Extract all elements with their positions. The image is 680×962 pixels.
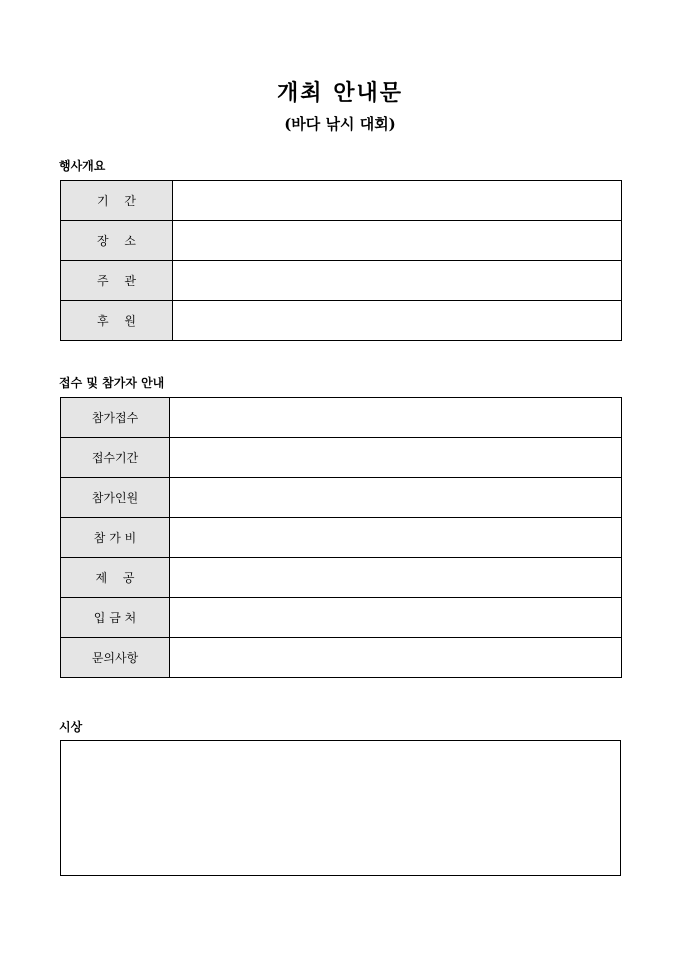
table-row bbox=[61, 301, 622, 341]
awards-heading: 시상 bbox=[59, 720, 83, 734]
table-row bbox=[61, 438, 622, 478]
table-row bbox=[61, 598, 622, 638]
sponsor-label: 후 원 bbox=[61, 301, 173, 341]
payment-account-label: 입 금 처 bbox=[61, 598, 170, 638]
event-overview-heading: 행사개요 bbox=[59, 159, 106, 173]
period-field[interactable] bbox=[173, 181, 622, 221]
period-label: 기 간 bbox=[61, 181, 173, 221]
application-period-field[interactable] bbox=[170, 438, 622, 478]
awards-box[interactable] bbox=[60, 740, 621, 876]
fee-field[interactable] bbox=[170, 518, 622, 558]
table-row bbox=[61, 181, 622, 221]
table-row bbox=[61, 518, 622, 558]
application-period-label: 접수기간 bbox=[61, 438, 170, 478]
fee-label: 참 가 비 bbox=[61, 518, 170, 558]
registration-table bbox=[60, 397, 622, 678]
application-field[interactable] bbox=[170, 398, 622, 438]
organizer-field[interactable] bbox=[173, 261, 622, 301]
inquiries-field[interactable] bbox=[170, 638, 622, 678]
table-row bbox=[61, 558, 622, 598]
event-overview-table bbox=[60, 180, 622, 341]
participants-label: 참가인원 bbox=[61, 478, 170, 518]
registration-heading: 접수 및 참가자 안내 bbox=[59, 376, 165, 390]
sponsor-field[interactable] bbox=[173, 301, 622, 341]
venue-label: 장 소 bbox=[61, 221, 173, 261]
provided-field[interactable] bbox=[170, 558, 622, 598]
inquiries-label: 문의사항 bbox=[61, 638, 170, 678]
table-row bbox=[61, 398, 622, 438]
venue-field[interactable] bbox=[173, 221, 622, 261]
table-row bbox=[61, 638, 622, 678]
table-row bbox=[61, 261, 622, 301]
table-row bbox=[61, 221, 622, 261]
document-title: 개최 안내문 bbox=[277, 80, 403, 106]
document-subtitle: (바다 낚시 대회) bbox=[284, 115, 396, 133]
payment-account-field[interactable] bbox=[170, 598, 622, 638]
provided-label: 제 공 bbox=[61, 558, 170, 598]
organizer-label: 주 관 bbox=[61, 261, 173, 301]
table-row bbox=[61, 478, 622, 518]
application-label: 참가접수 bbox=[61, 398, 170, 438]
participants-field[interactable] bbox=[170, 478, 622, 518]
